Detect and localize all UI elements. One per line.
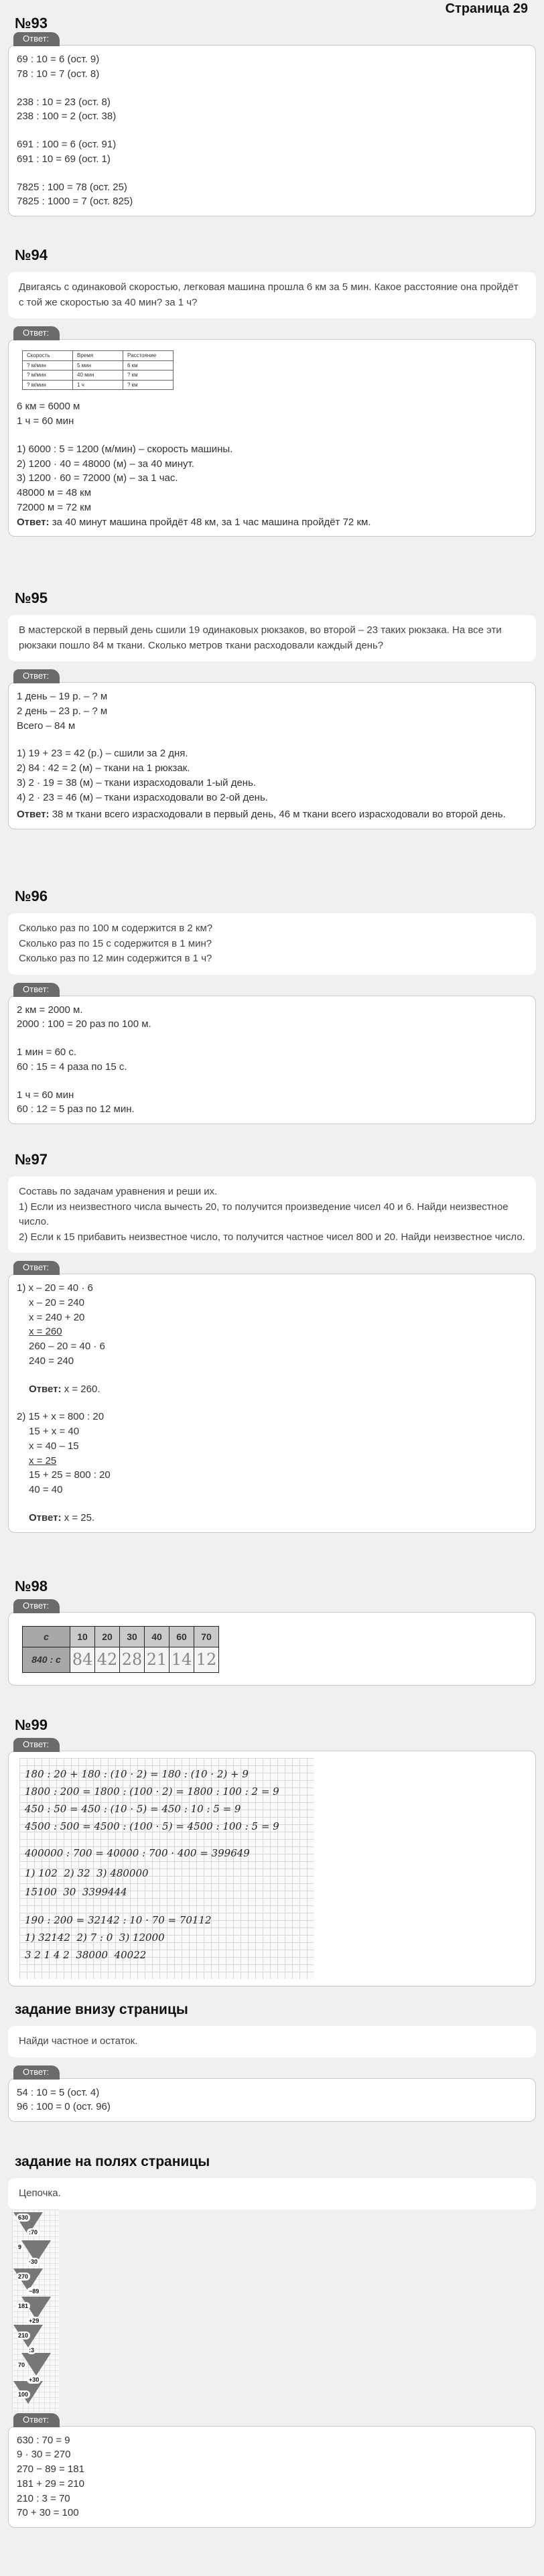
spacer: [17, 429, 527, 442]
table-cell: 12: [194, 1647, 219, 1673]
answer-line: 1) x – 20 = 40 · 6: [17, 1282, 93, 1294]
answer-line: 40 = 40: [29, 1484, 63, 1495]
table-header-cell: c: [23, 1627, 70, 1647]
handwritten-line: 400000 : 700 = 40000 : 700 · 400 = 399649: [25, 1847, 250, 1859]
table-header-cell: 20: [95, 1627, 120, 1647]
task-97: [8, 1151, 536, 1533]
answer-line: 270 − 89 = 181: [17, 2463, 84, 2475]
answer-line: 2 день – 23 р. – ? м: [17, 705, 108, 717]
task-condition: В мастерской в первый день сшили 19 одинаковых рюкзаков, во второй – 23 таких рюкзака. На все эти рюкзаки пошло 84 м ткани. Сколько метров ткани расходовали каждый день?: [8, 615, 536, 661]
answer-line: 630 : 70 = 9: [17, 2434, 70, 2446]
chain-label: +29: [27, 2317, 41, 2325]
table-row: [23, 351, 174, 361]
table-row: [23, 370, 174, 381]
answer-tag: Ответ:: [13, 983, 60, 997]
handwritten-solution: [19, 1758, 314, 1979]
answer-tag: Ответ:: [13, 326, 60, 340]
table-cell: 42: [95, 1647, 120, 1673]
spacer: [17, 1075, 527, 1088]
answer-line: 9 · 30 = 270: [17, 2449, 71, 2461]
answer-line: 70 + 30 = 100: [17, 2507, 79, 2519]
answer-line: 15 + 25 = 800 : 20: [29, 1469, 111, 1481]
answer-line: 2 км = 2000 м.: [17, 1004, 83, 1016]
table-row: [23, 360, 174, 370]
answer-box: [8, 682, 536, 829]
answer-box: [8, 1274, 536, 1533]
handwritten-line: 1) 102 2) 32 3) 480000: [25, 1867, 149, 1879]
answer-tag: Ответ:: [13, 32, 60, 46]
row-label: 840 : c: [23, 1647, 70, 1673]
task-condition: [8, 1176, 536, 1253]
task-margins: [8, 2154, 536, 2528]
table-cell: 5 мин: [73, 360, 123, 370]
task-number: №93: [15, 15, 48, 31]
answer-box: [8, 339, 536, 537]
table-header-cell: 70: [194, 1627, 219, 1647]
table-cell: ? км: [123, 370, 174, 381]
answer-line: 238 : 10 = 23 (ост. 8): [17, 96, 111, 108]
division-table: [22, 1626, 219, 1673]
task-number: №96: [15, 888, 48, 904]
page-header: Страница 29: [445, 1, 528, 16]
task-94: [8, 247, 536, 537]
answer-tag: Ответ:: [13, 2065, 60, 2080]
answer-box: [8, 1612, 536, 1686]
condition-line: 1) Если из неизвестного числа вычесть 20, то получится произведение чисел 40 и 6. Найди неизвестное число.: [19, 1201, 508, 1227]
task-98: [8, 1578, 536, 1686]
table-cell: Время: [73, 351, 123, 361]
handwritten-line: 190 : 200 = 32142 : 10 · 70 = 70112: [25, 1914, 212, 1926]
table-cell: ? м/мин: [23, 370, 73, 381]
task-condition: Найди частное и остаток.: [8, 2026, 536, 2057]
answer-line: 260 – 20 = 40 · 6: [29, 1341, 105, 1352]
table-cell: Расстояние: [123, 351, 174, 361]
chain-label: 70: [16, 2361, 27, 2369]
spacer: [17, 733, 527, 746]
answer-line: 1 ч = 60 мин: [17, 415, 74, 427]
answer-final: Ответ: x = 25.: [29, 1511, 95, 1523]
task-95: [8, 590, 536, 829]
chain-label: 210: [16, 2331, 30, 2340]
condition-line: Составь по задачам уравнения и реши их.: [19, 1186, 218, 1197]
task-93: [8, 15, 536, 216]
answer-line: Всего – 84 м: [17, 720, 76, 732]
answer-line: 60 : 12 = 5 раз по 12 мин.: [17, 1103, 135, 1115]
answer-box: [8, 996, 536, 1125]
answer-line: 1 мин = 60 с.: [17, 1046, 77, 1058]
answer-line: 3) 2 · 19 = 38 (м) – ткани израсходовали 1-ый день.: [17, 776, 257, 789]
handwritten-line: 4500 : 500 = 4500 : (100 · 5) = 4500 : 100 : 5 = 9: [25, 1820, 279, 1832]
answer-tag: Ответ:: [13, 1599, 60, 1613]
answer-line: x = 260: [29, 1326, 62, 1338]
answer-line: 7825 : 100 = 78 (ост. 25): [17, 181, 127, 193]
table-header-cell: 60: [169, 1627, 194, 1647]
answer-line: 4) 2 · 23 = 46 (м) – ткани израсходовали во 2-ой день.: [17, 791, 268, 803]
answer-line: 238 : 100 = 2 (ост. 38): [17, 111, 117, 123]
answer-line: 3) 1200 · 60 = 72000 (м) – за 1 час.: [17, 472, 178, 484]
spacer: [17, 167, 527, 180]
table-cell: Скорость: [23, 351, 73, 361]
answer-box: [8, 2078, 536, 2122]
condition-line: 2) Если к 15 прибавить неизвестное число, то получится частное чисел 800 и 20. Найди неизвестное число.: [19, 1231, 525, 1243]
answer-line: x = 40 – 15: [29, 1440, 79, 1452]
answer-line: 691 : 100 = 6 (ост. 91): [17, 139, 117, 150]
answer-line: 2) 15 + x = 800 : 20: [17, 1411, 105, 1423]
answer-line: 6 км = 6000 м: [17, 401, 80, 413]
answer-line: 1) 6000 : 5 = 1200 (м/мин) – скорость машины.: [17, 443, 233, 455]
chain-label: 630: [16, 2214, 30, 2222]
answer-line: 1 ч = 60 мин: [17, 1089, 74, 1101]
condition-line: Сколько раз по 12 мин содержится в 1 ч?: [19, 953, 212, 964]
chain-label: :3: [27, 2346, 36, 2354]
chain-label: +30: [27, 2376, 41, 2384]
table-cell: 21: [145, 1647, 169, 1673]
answer-line: 72000 м = 72 км: [17, 501, 92, 513]
task-96: [8, 888, 536, 1124]
condition-line: Сколько раз по 15 с содержится в 1 мин?: [19, 937, 212, 949]
table-cell: 84: [70, 1647, 95, 1673]
answer-line: 1 день – 19 р. – ? м: [17, 691, 108, 702]
answer-line: 48000 м = 48 км: [17, 487, 92, 499]
answer-line: 60 : 15 = 4 раза по 15 с.: [17, 1061, 127, 1073]
answer-line: 7825 : 1000 = 7 (ост. 825): [17, 196, 133, 208]
answer-tag: Ответ:: [13, 2413, 60, 2427]
spacer: [17, 124, 527, 137]
answer-line: 69 : 10 = 6 (ост. 9): [17, 54, 100, 65]
chain-label: ·30: [27, 2258, 40, 2266]
task-bottom: [8, 2002, 536, 2122]
chain-label: 100: [16, 2390, 30, 2398]
handwritten-line: 450 : 50 = 450 : (10 · 5) = 450 : 10 : 5 = 9: [25, 1803, 241, 1815]
table-cell: ? м/мин: [23, 360, 73, 370]
chain-label: 270: [16, 2273, 30, 2281]
answer-line: 2000 : 100 = 20 раз по 100 м.: [17, 1018, 151, 1030]
table-cell: ? м/мин: [23, 380, 73, 390]
answer-line: x = 25: [29, 1454, 57, 1467]
answer-box: [8, 45, 536, 216]
answer-line: 210 : 3 = 70: [17, 2492, 70, 2504]
answer-box: [8, 1751, 536, 1986]
section-title: задание на полях страницы: [15, 2154, 210, 2169]
task-number: №97: [15, 1151, 48, 1168]
chain-label: :70: [27, 2228, 40, 2236]
handwritten-line: 3 2 1 4 2 38000 40022: [25, 1949, 147, 1961]
answer-line: 240 = 240: [29, 1355, 74, 1367]
handwritten-line: 1800 : 200 = 1800 : (100 · 2) = 1800 : 100 : 2 = 9: [25, 1785, 279, 1798]
answer-line: 2) 1200 · 40 = 48000 (м) – за 40 минут.: [17, 458, 194, 470]
answer-line: x – 20 = 240: [29, 1296, 84, 1308]
answer-line: 15 + x = 40: [29, 1426, 80, 1437]
task-condition: Двигаясь с одинаковой скоростью, легковая машина прошла 6 км за 5 мин. Какое расстояние она пройдёт с той же скоростью за 40 мин? за 1 ч?: [8, 272, 536, 318]
task-number: №99: [15, 1716, 48, 1733]
chain-label: 181: [16, 2302, 30, 2310]
task-number: №94: [15, 247, 48, 263]
table-cell: 40 мин: [73, 370, 123, 381]
table-row: [23, 380, 174, 390]
answer-final: Ответ: 38 м ткани всего израсходовали в первый день, 46 м ткани всего израсходовали во второй день.: [17, 809, 506, 821]
answer-line: 54 : 10 = 5 (ост. 4): [17, 2086, 100, 2098]
condition-line: Сколько раз по 100 м содержится в 2 км?: [19, 923, 213, 934]
answer-tag: Ответ:: [13, 669, 60, 683]
table-cell: 6 км: [123, 360, 174, 370]
answer-final: Ответ: x = 260.: [29, 1383, 100, 1395]
spacer: [17, 82, 527, 95]
chain-diagram: [12, 2210, 59, 2411]
table-header-cell: 30: [120, 1627, 145, 1647]
answer-line: 78 : 10 = 7 (ост. 8): [17, 68, 100, 80]
task-condition: Цепочка.: [8, 2178, 536, 2210]
answer-line: x = 240 + 20: [29, 1311, 85, 1323]
handwritten-line: 1) 32142 2) 7 : 0 3) 12000: [25, 1931, 165, 1944]
answer-line: 96 : 100 = 0 (ост. 96): [17, 2101, 111, 2113]
handwritten-line: 15100 30 3399444: [25, 1886, 127, 1898]
answer-line: 2) 84 : 42 = 2 (м) – ткани на 1 рюкзак.: [17, 762, 190, 774]
spacer: [17, 1032, 527, 1045]
table-cell: ? км: [123, 380, 174, 390]
answer-line: 181 + 29 = 210: [17, 2478, 84, 2490]
task-99: [8, 1716, 536, 1986]
table-header-cell: 40: [145, 1627, 169, 1647]
answer-line: 1) 19 + 23 = 42 (р.) – сшили за 2 дня.: [17, 748, 188, 760]
task-condition: [8, 913, 536, 975]
chain-label: −89: [27, 2287, 41, 2295]
section-title: задание внизу страницы: [15, 2002, 188, 2017]
table-cell: 14: [169, 1647, 194, 1673]
answer-box: [8, 2426, 536, 2528]
answer-final: Ответ: за 40 минут машина пройдёт 48 км, за 1 час машина пройдёт 72 км.: [17, 516, 371, 528]
table-header-cell: 10: [70, 1627, 95, 1647]
answer-tag: Ответ:: [13, 1738, 60, 1752]
answer-line: 691 : 10 = 69 (ост. 1): [17, 153, 111, 165]
table-cell: 28: [120, 1647, 145, 1673]
answer-tag: Ответ:: [13, 1261, 60, 1275]
table-cell: 1 ч: [73, 380, 123, 390]
handwritten-line: 180 : 20 + 180 : (10 · 2) = 180 : (10 · 2) + 9: [25, 1768, 249, 1780]
task-number: №98: [15, 1578, 48, 1595]
data-table: [22, 350, 174, 390]
task-number: №95: [15, 590, 48, 606]
chain-label: 9: [16, 2243, 23, 2251]
